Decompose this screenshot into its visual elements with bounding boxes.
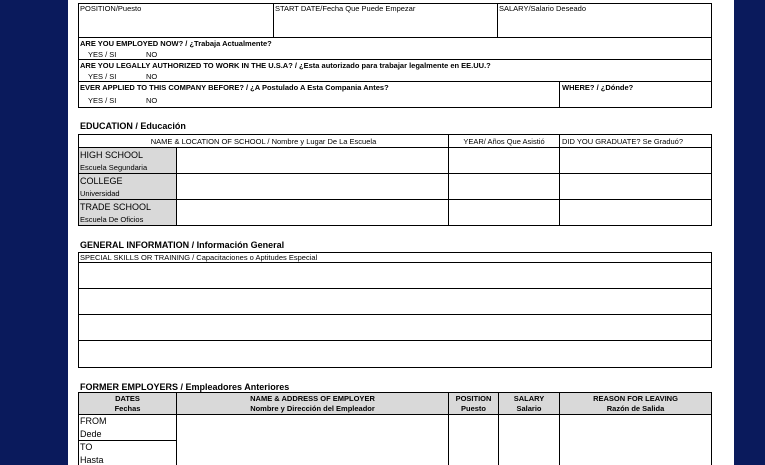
former-employers-section-title: FORMER EMPLOYERS / Empleadores Anteriores (80, 382, 290, 392)
applied-before-question: EVER APPLIED TO THIS COMPANY BEFORE? / ¿A Postulado A Esta Compania Antes? (80, 83, 389, 92)
position-table (78, 3, 712, 108)
authorized-no-option[interactable]: NO (146, 72, 158, 81)
to-label-es: Hasta (80, 455, 104, 465)
employer-salary-field[interactable] (499, 415, 558, 465)
year-column-header: YEAR/ Años Que Asistió (463, 137, 545, 146)
general-info-section-title: GENERAL INFORMATION / Información General (80, 240, 285, 250)
graduate-column-header: DID YOU GRADUATE? Se Graduó? (562, 137, 684, 146)
dates-column-header-es: Fechas (114, 404, 141, 413)
skills-field-line-3[interactable] (79, 315, 711, 340)
trade-school-label-es: Escuela De Oficios (80, 215, 144, 224)
from-label: FROM (80, 416, 107, 426)
skills-field-line-2[interactable] (79, 289, 711, 314)
start-date-field[interactable]: START DATE/Fecha Que Puede Empezar (275, 4, 416, 13)
salary-column-header-es: Salario (516, 404, 542, 413)
authorized-question: ARE YOU LEGALLY AUTHORIZED TO WORK IN THE U.S.A? / ¿Esta autorizado para trabajar legalmente en EE.UU.? (80, 61, 491, 70)
employer-position-field[interactable] (449, 415, 497, 465)
applied-yes-option[interactable]: YES / SI (88, 96, 117, 105)
high-school-label: HIGH SCHOOL (80, 150, 144, 160)
position-field[interactable]: POSITION/Puesto (80, 4, 142, 13)
college-label: COLLEGE (80, 176, 123, 186)
application-form-page (68, 0, 734, 465)
trade-school-name-field[interactable] (177, 200, 447, 225)
reason-column-header-es: Razón de Salida (606, 404, 665, 413)
salary-desired-field[interactable]: SALARY/Salario Deseado (499, 4, 586, 13)
position-column-header: POSITION (455, 394, 492, 403)
employed-question: ARE YOU EMPLOYED NOW? / ¿Trabaja Actualmente? (80, 39, 272, 48)
school-name-column-header: NAME & LOCATION OF SCHOOL / Nombre y Lugar De La Escuela (150, 137, 377, 146)
high-school-name-field[interactable] (177, 148, 447, 173)
education-section-title: EDUCATION / Educación (80, 121, 186, 131)
salary-column-header: SALARY (513, 394, 545, 403)
applied-no-option[interactable]: NO (146, 96, 158, 105)
where-field[interactable]: WHERE? / ¿Dónde? (562, 83, 634, 92)
authorized-yes-option[interactable]: YES / SI (88, 72, 117, 81)
high-school-label-es: Escuela Segundaria (80, 163, 148, 172)
position-column-header-es: Puesto (460, 404, 486, 413)
employer-name-column-header-es: Nombre y Dirección del Empleador (250, 404, 375, 413)
special-skills-label: SPECIAL SKILLS OR TRAINING / Capacitaciones o Aptitudes Especial (80, 253, 318, 262)
college-label-es: Universidad (80, 189, 120, 198)
trade-school-label: TRADE SCHOOL (80, 202, 152, 212)
employer-name-column-header: NAME & ADDRESS OF EMPLOYER (250, 394, 375, 403)
to-label: TO (80, 442, 93, 452)
college-name-field[interactable] (177, 174, 447, 199)
skills-field-line-1[interactable] (79, 263, 711, 288)
dates-column-header: DATES (115, 394, 140, 403)
skills-field-line-4[interactable] (79, 341, 711, 367)
from-label-es: Dede (80, 429, 102, 439)
employed-yes-option[interactable]: YES / SI (88, 50, 117, 59)
reason-column-header: REASON FOR LEAVING (593, 394, 678, 403)
employed-no-option[interactable]: NO (146, 50, 158, 59)
employer-name-field[interactable] (177, 415, 447, 465)
reason-for-leaving-field[interactable] (560, 415, 710, 465)
